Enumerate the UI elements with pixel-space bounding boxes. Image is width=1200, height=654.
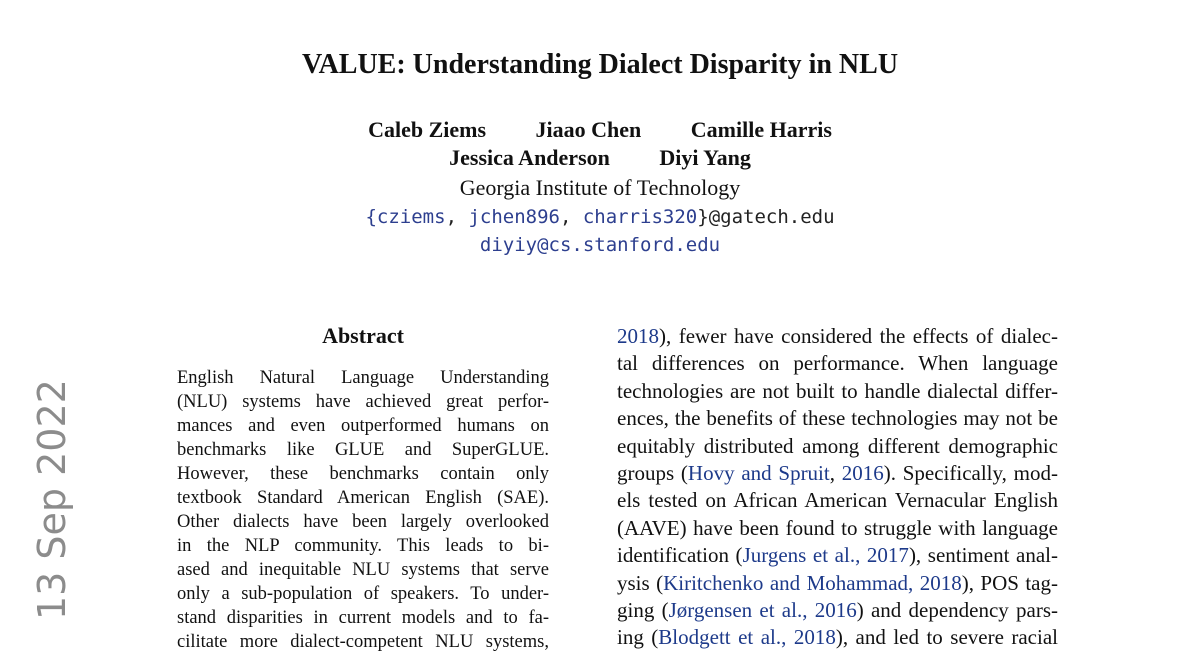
intro-text: identification ( xyxy=(617,543,743,568)
email-separator: , xyxy=(445,206,469,228)
email-block xyxy=(0,203,1200,259)
intro-text: ), and led to severe racial xyxy=(835,625,1058,650)
arxiv-date-text: 13 Sep 2022 xyxy=(30,379,74,620)
abstract-line: mances and even outperformed humans on xyxy=(177,416,549,436)
affiliation: Georgia Institute of Technology xyxy=(459,175,741,200)
intro-line: tal differences on performance. When language xyxy=(617,351,1058,376)
intro-text: ). Specifically, mod- xyxy=(883,460,1058,485)
email-line-gatech xyxy=(0,203,1200,231)
email-line-stanford xyxy=(0,231,1200,259)
citation-link[interactable]: 2018 xyxy=(617,324,659,348)
intro-line: els tested on African American Vernacular English xyxy=(617,488,1058,513)
intro-line: (AAVE) have been found to struggle with language xyxy=(617,515,1058,540)
citation-link[interactable]: Blodgett et al., 2018 xyxy=(658,625,836,650)
email-brace: { xyxy=(365,206,377,228)
intro-text: ), POS tag- xyxy=(961,570,1058,595)
abstract-line: ased and inequitable NLU systems that serve xyxy=(177,560,549,580)
abstract-line: However, these benchmarks contain only xyxy=(177,464,549,484)
introduction-text xyxy=(617,323,1058,652)
citation-year-link[interactable]: 2016 xyxy=(841,460,884,485)
abstract-line: (NLU) systems have achieved great perfor- xyxy=(177,392,549,412)
author-name: Diyi Yang xyxy=(659,145,751,170)
author-row-1 xyxy=(0,116,1200,144)
intro-line: equitably distributed among different demographic xyxy=(617,433,1058,458)
abstract-body xyxy=(177,366,549,654)
intro-text: ), fewer have considered the effects of dialec- xyxy=(659,324,1058,348)
intro-text: ing ( xyxy=(617,625,659,650)
author-list xyxy=(0,116,1200,172)
citation-link[interactable]: Jurgens et al., 2017 xyxy=(742,543,909,568)
email-separator: , xyxy=(559,206,583,228)
intro-text: ) and dependency pars- xyxy=(856,597,1059,622)
intro-text: ysis ( xyxy=(617,570,664,595)
abstract-line: benchmarks like GLUE and SuperGLUE. xyxy=(177,440,549,460)
email-user-link[interactable]: cziems xyxy=(376,206,446,228)
email-user-link[interactable]: jchen896 xyxy=(468,206,560,228)
intro-line: technologies are not built to handle dialectal differ- xyxy=(617,378,1058,403)
intro-line xyxy=(617,460,1058,487)
intro-line: ences, the benefits of these technologies may not be xyxy=(617,406,1058,431)
email-user-link[interactable]: charris320 xyxy=(582,206,698,228)
arxiv-date-stamp xyxy=(30,379,74,640)
abstract-line: textbook Standard American English (SAE). xyxy=(177,488,549,508)
author-name: Jessica Anderson xyxy=(449,145,610,170)
intro-text: ging ( xyxy=(617,597,669,622)
intro-text: , xyxy=(829,460,842,485)
intro-text: ), sentiment anal- xyxy=(908,543,1058,568)
citation-link[interactable]: Jørgensen et al., 2016 xyxy=(668,597,857,622)
abstract-heading: Abstract xyxy=(322,323,404,348)
intro-line xyxy=(617,323,1058,350)
abstract-line: only a sub-population of speakers. To under- xyxy=(177,584,549,604)
abstract-line: cilitate more dialect-competent NLU systems, xyxy=(177,632,549,652)
citation-link[interactable]: Kiritchenko and Mohammad, 2018 xyxy=(663,570,962,595)
email-link[interactable]: diyiy@cs.stanford.edu xyxy=(479,234,721,256)
email-domain: }@gatech.edu xyxy=(697,206,835,228)
author-name: Camille Harris xyxy=(690,117,832,142)
abstract-line: Other dialects have been largely overlooked xyxy=(177,512,549,532)
intro-line xyxy=(617,542,1058,569)
abstract-line: English Natural Language Understanding xyxy=(177,368,549,388)
intro-line xyxy=(617,597,1058,624)
author-row-2 xyxy=(0,144,1200,172)
author-name: Caleb Ziems xyxy=(368,117,487,142)
intro-text: groups ( xyxy=(617,460,688,485)
abstract-line: stand disparities in current models and to fa- xyxy=(177,608,549,628)
citation-link[interactable]: Hovy and Spruit xyxy=(687,460,830,485)
abstract-line: in the NLP community. This leads to bi- xyxy=(177,536,549,556)
author-name: Jiaao Chen xyxy=(535,117,642,142)
intro-line xyxy=(617,570,1058,597)
paper-title: VALUE: Understanding Dialect Disparity in NLU xyxy=(301,49,899,80)
